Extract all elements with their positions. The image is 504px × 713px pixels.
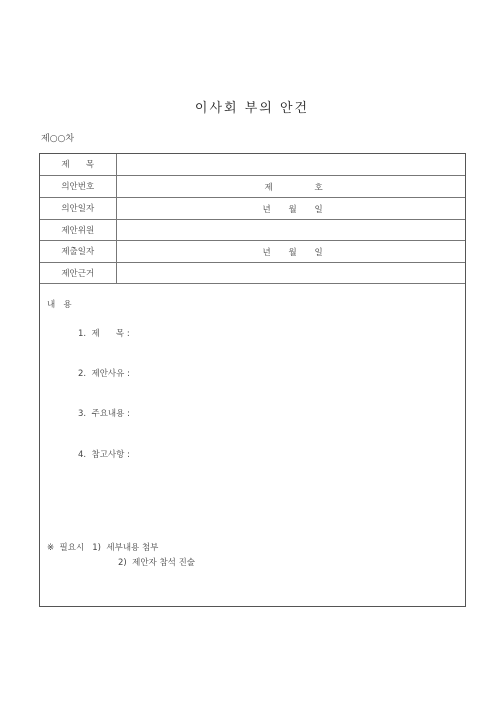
row-basis <box>40 262 465 283</box>
submit-date-year: 년 <box>262 247 271 258</box>
agenda-number-prefix: 제 <box>264 182 273 193</box>
label-subject: 제 목 <box>40 154 116 175</box>
value-subject[interactable] <box>116 154 465 175</box>
label-proposer: 제안위원 <box>40 219 116 240</box>
agenda-info-table <box>40 154 465 284</box>
agenda-number-suffix: 호 <box>314 182 323 193</box>
row-subject <box>40 154 465 175</box>
value-agenda-number[interactable] <box>116 175 465 197</box>
value-proposer[interactable] <box>116 219 465 240</box>
value-submit-date[interactable] <box>116 240 465 262</box>
content-heading: 내 용 <box>47 299 72 310</box>
note-line-2: 2) 제안자 참석 진술 <box>118 557 196 568</box>
agenda-date-day: 일 <box>314 204 323 215</box>
agenda-form <box>39 153 466 607</box>
content-item-reason: 2. 제안사유 : <box>78 368 130 379</box>
row-submit-date <box>40 240 465 262</box>
agenda-date-year: 년 <box>262 204 271 215</box>
row-agenda-date <box>40 197 465 219</box>
content-item-subject: 1. 제 목 : <box>78 328 130 339</box>
row-agenda-number <box>40 175 465 197</box>
value-basis[interactable] <box>116 262 465 283</box>
row-proposer <box>40 219 465 240</box>
session-number: 제○○차 <box>41 134 75 144</box>
content-item-main: 3. 주요내용 : <box>78 408 130 419</box>
document-title: 이사회 부의 안건 <box>194 101 310 116</box>
label-basis: 제안근거 <box>40 262 116 283</box>
agenda-date-month: 월 <box>288 204 297 215</box>
label-submit-date: 제출일자 <box>40 240 116 262</box>
submit-date-month: 월 <box>288 247 297 258</box>
note-line-1: ※ 필요시 1) 세부내용 첨부 <box>47 542 159 553</box>
submit-date-day: 일 <box>314 247 323 258</box>
content-section <box>40 284 465 604</box>
value-agenda-date[interactable] <box>116 197 465 219</box>
label-agenda-number: 의안번호 <box>40 175 116 197</box>
label-agenda-date: 의안일자 <box>40 197 116 219</box>
content-item-reference: 4. 참고사항 : <box>78 449 130 460</box>
